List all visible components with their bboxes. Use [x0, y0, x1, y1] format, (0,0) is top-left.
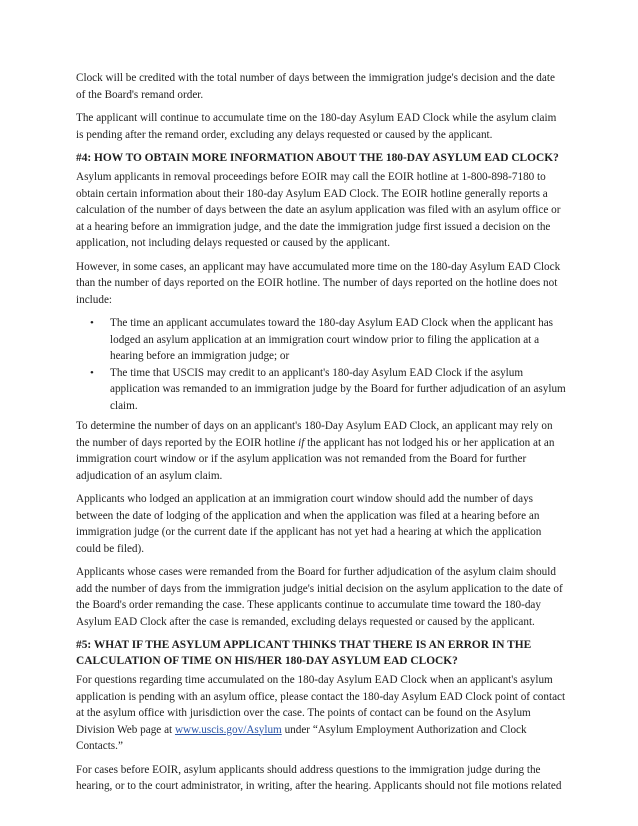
paragraph-eoir-cases: For cases before EOIR, asylum applicants should address questions to the immigration judge during the hearing, or to the court administrator, in writing, after the hearing. Applicants should not file motions related: [76, 763, 562, 792]
section-heading-4: #4: HOW TO OBTAIN MORE INFORMATION ABOUT THE 180-DAY ASYLUM EAD CLOCK?: [76, 152, 559, 164]
text-segment: To determine the number of days on an applicant's 180-Day Asylum EAD Clock, an applicant may rely on the number of days reported by the EOIR hotline: [76, 420, 553, 449]
bullet-icon: •: [90, 317, 94, 329]
uscis-asylum-link[interactable]: www.uscis.gov/Asylum: [174, 723, 282, 736]
paragraph-continue-accumulate: The applicant will continue to accumulate time on the 180-day Asylum EAD Clock while the asylum claim is pending after the remand order, excluding any delays requested or caused by the applicant.: [76, 112, 557, 141]
paragraph-determine-days: [76, 418, 566, 484]
document-page: [76, 70, 566, 802]
section-heading-5: #5: WHAT IF THE ASYLUM APPLICANT THINKS THAT THERE IS AN ERROR IN THE CALCULATION OF TIME ON HIS/HER 180-DAY ASYLUM EAD CLOCK?: [76, 639, 532, 667]
list-item-text: The time an applicant accumulates toward the 180-day Asylum EAD Clock when the applicant has lodged an asylum application at an immigration court window prior to filing the application at a hearing before an immigration judge; or: [110, 317, 554, 362]
paragraph-hotline-limitations: However, in some cases, an applicant may have accumulated more time on the 180-day Asylum EAD Clock than the number of days reported on the EOIR hotline. The number of days reported on the hotline does not include:: [76, 260, 561, 306]
list-item: [76, 315, 566, 365]
paragraph-lodged-applications: Applicants who lodged an application at an immigration court window should add the number of days between the date of lodging of the application and when the application was filed at a hearing before an immigration judge (or the current date if the applicant has not yet had a hearing at which the application could be filed).: [76, 493, 542, 555]
text-segment: under “Asylum Employment Authorization and Clock Contacts.”: [76, 723, 527, 752]
paragraph-contact-asylum-office: [76, 672, 566, 755]
text-segment: For questions regarding time accumulated on the 180-day Asylum EAD Clock when an applicant's asylum application is pending with an asylum office, please contact the 180-day Asylum EAD Clock point of contact at the asylum office with jurisdiction over the case. The points of contact can be found on the Asylum Division Web page at: [76, 674, 566, 736]
list-item: [76, 365, 566, 415]
list-item-text: The time that USCIS may credit to an applicant's 180-day Asylum EAD Clock if the asylum application was remanded to an immigration judge by the Board for further adjudication of an asylum claim.: [110, 366, 566, 412]
text-segment: the applicant has not lodged his or her application at an immigration court window or if the asylum application was not remanded from the Board for further adjudication of an asylum claim.: [76, 436, 555, 482]
paragraph-remanded-cases: Applicants whose cases were remanded from the Board for further adjudication of the asylum claim should add the number of days from the immigration judge's initial decision on the asylum application to the date of the Board's order remanding the case. These applicants continue to accumulate time toward the 180-day Asylum EAD Clock after the case is remanded, excluding delays requested or caused by the applicant.: [76, 566, 563, 628]
bullet-icon: •: [90, 366, 94, 379]
emphasis-if: if: [298, 436, 305, 449]
paragraph-clock-credit: Clock will be credited with the total number of days between the immigration judge's decision and the date of the Board's remand order.: [76, 72, 555, 101]
paragraph-eoir-hotline: Asylum applicants in removal proceedings before EOIR may call the EOIR hotline at 1-800-898-7180 to obtain certain information about their 180-day Asylum EAD Clock. The EOIR hotline generally reports a calculation of the number of days between the date an asylum application was filed with an asylum office or at a hearing before an immigration judge, and the date the immigration judge first issued a decision on the application, not including delays requested or caused by the applicant.: [76, 171, 561, 249]
bullet-list: [76, 315, 566, 414]
